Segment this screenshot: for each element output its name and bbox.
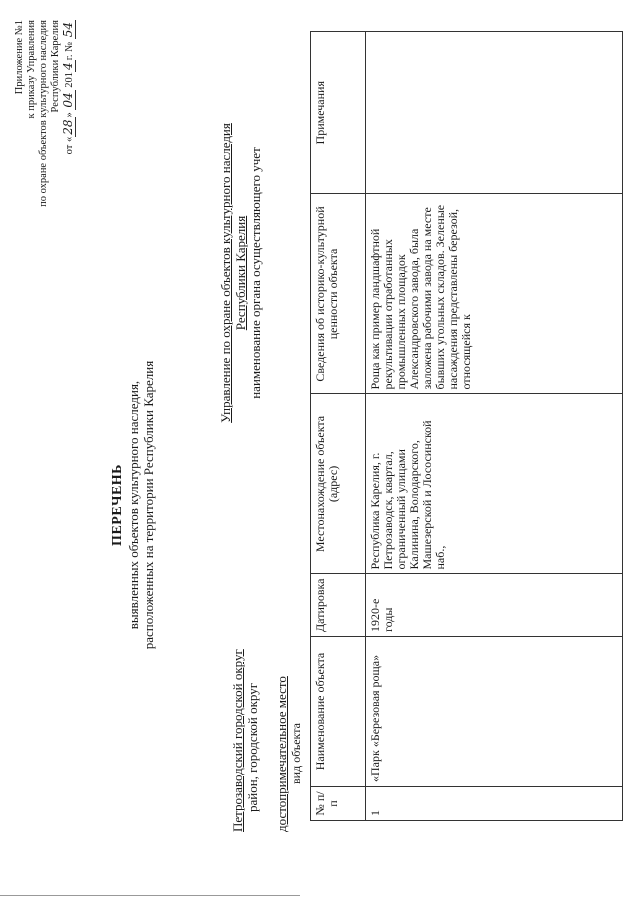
appendix-date-line: от «28» 04 2014г. № 54 bbox=[61, 22, 75, 155]
appendix-line1: Приложение №1 bbox=[14, 20, 25, 95]
district-name: Петрозаводский городской округ bbox=[230, 649, 245, 832]
authority-name-line2: Республики Карелия bbox=[233, 215, 248, 331]
header-address: Местонахождение объекта (адрес) bbox=[311, 394, 366, 574]
authority-block bbox=[218, 123, 263, 423]
objects-table bbox=[310, 31, 623, 821]
title-line2: выявленных объектов культурного наследия, bbox=[126, 380, 141, 630]
year-prefix: 201 bbox=[64, 71, 75, 88]
authority-caption: наименование органа осуществляющего учет bbox=[248, 147, 263, 399]
appendix-block bbox=[14, 20, 76, 320]
title-line3: расположенных на территории Республики Карелия bbox=[141, 360, 156, 650]
cell-name: «Парк «Березовая роща» bbox=[366, 637, 623, 787]
header-value: Сведения об историко-культурной ценности объекта bbox=[311, 194, 366, 394]
header-num: № п/п bbox=[311, 787, 366, 821]
table-header-row bbox=[311, 32, 366, 821]
table-row bbox=[366, 32, 623, 821]
location-block bbox=[230, 649, 304, 832]
cell-notes bbox=[366, 32, 623, 194]
title-main: ПЕРЕЧЕНЬ bbox=[110, 464, 125, 546]
cell-address: Республика Карелия, г. Петрозаводск, квартал, ограниченный улицами Калинина, Володарского, Машезерской и Лососинской наб., bbox=[366, 394, 623, 574]
date-prefix: от « bbox=[64, 136, 75, 155]
cell-value: Роща как пример ландшафтной рекультивации отработанных промышленных площадок Александровского завода, была заложена рабочими завода на месте бывших угольных складов. Зеленые насаждения представлены березой, относящейся к bbox=[366, 194, 623, 394]
page-edge-line bbox=[0, 895, 300, 896]
handwritten-number: 54 bbox=[61, 22, 75, 38]
handwritten-month: 04 bbox=[61, 92, 75, 108]
appendix-line2: к приказу Управления bbox=[26, 20, 37, 119]
header-date: Датировка bbox=[311, 574, 366, 637]
appendix-line3: по охране объектов культурного наследия bbox=[38, 20, 49, 207]
object-kind: достопримечательное место bbox=[274, 676, 289, 832]
cell-num: 1 bbox=[366, 787, 623, 821]
object-kind-caption: вид объекта bbox=[289, 723, 303, 784]
appendix-line4: Республики Карелия bbox=[50, 20, 61, 113]
handwritten-day: 28 bbox=[61, 119, 75, 135]
document-title bbox=[110, 335, 156, 675]
handwritten-year-digit: 4 bbox=[61, 62, 75, 70]
header-name: Наименование объекта bbox=[311, 637, 366, 787]
district-caption: район, городской округ bbox=[245, 682, 260, 812]
header-notes: Примечания bbox=[311, 32, 366, 194]
cell-date: 1920-е годы bbox=[366, 574, 623, 637]
number-prefix: г. № bbox=[64, 41, 75, 61]
authority-name-line1: Управление по охране объектов культурного наследия bbox=[218, 123, 233, 423]
